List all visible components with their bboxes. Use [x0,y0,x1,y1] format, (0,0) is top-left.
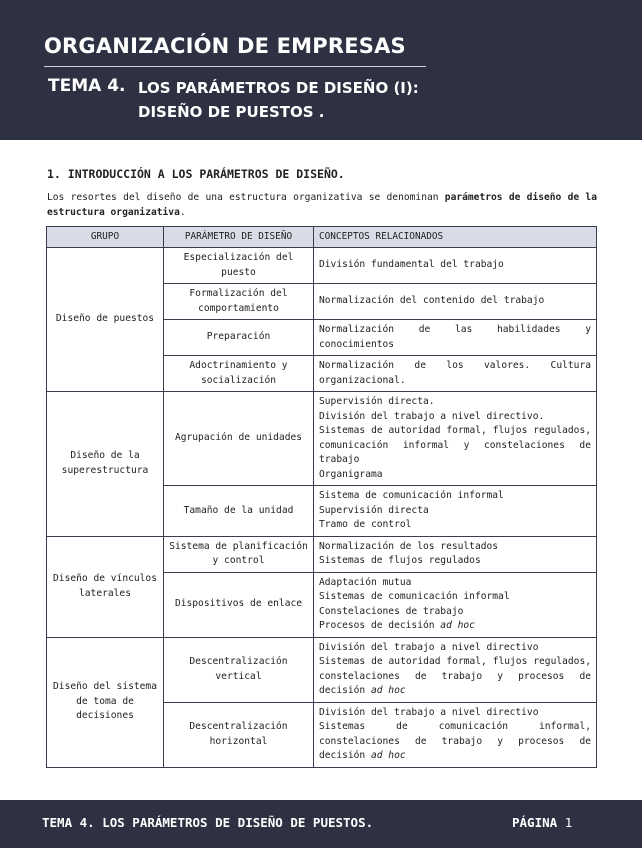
concept-line: Sistemas de autoridad formal, flujos regulados, comunicación informal y constelaciones de trabajo [319,425,591,465]
concept-line: Normalización de los valores. Cultura organizacional. [319,360,591,386]
concept-line: División del trabajo a nivel directivo [319,641,539,653]
concepts-cell [314,284,597,320]
group-cell: Diseño del sistema de toma de decisiones [47,637,164,767]
page-indicator [512,815,572,830]
concepts-cell [314,572,597,637]
concepts-cell [314,392,597,486]
header-group: GRUPO [47,227,164,248]
table-row [47,392,597,486]
table-row [47,637,597,702]
header-parameter: PARÁMETRO DE DISEÑO [164,227,314,248]
parameter-cell: Sistema de planificación y control [164,536,314,572]
concept-line: Procesos de decisión ad hoc [319,620,475,631]
parameter-cell: Tamaño de la unidad [164,486,314,537]
table-row [47,248,597,284]
concept-line: Sistemas de autoridad formal, flujos regulados, constelaciones de trabajo y procesos de decisión ad hoc [319,656,591,696]
concept-line: Normalización de los resultados [319,540,499,552]
concepts-cell [314,248,597,284]
parameter-cell: Dispositivos de enlace [164,572,314,637]
concepts-cell [314,320,597,356]
parameter-cell: Formalización del comportamiento [164,284,314,320]
table-row [47,536,597,572]
parameter-cell: Descentralización vertical [164,637,314,702]
page-label: PÁGINA [512,815,558,830]
concept-line: Organigrama [319,468,383,480]
page-header [0,0,642,140]
concepts-cell [314,486,597,537]
footer-title: TEMA 4. LOS PARÁMETROS DE DISEÑO DE PUESTOS. [42,815,374,830]
group-cell: Diseño de la superestructura [47,392,164,537]
intro-text: Los resortes del diseño de una estructura organizativa se denominan [47,192,445,203]
header-concepts: CONCEPTOS RELACIONADOS [314,227,597,248]
concepts-cell [314,356,597,392]
concept-line: Supervisión directa [319,504,429,516]
concepts-cell [314,536,597,572]
concept-line: Sistemas de flujos regulados [319,555,481,566]
concept-line: Tramo de control [319,519,412,530]
concept-line: División del trabajo a nivel directivo [319,706,539,718]
topic-title [138,76,419,124]
concept-line: Constelaciones de trabajo [319,605,464,617]
topic-title-line-1: LOS PARÁMETROS DE DISEÑO (I): [138,79,419,97]
table-header-row [47,227,597,248]
group-cell: Diseño de vínculos laterales [47,536,164,637]
intro-paragraph [47,190,597,220]
table-body [47,248,597,768]
concept-line: División del trabajo a nivel directivo. [319,410,545,422]
parameter-cell: Agrupación de unidades [164,392,314,486]
course-title: ORGANIZACIÓN DE EMPRESAS [44,34,406,58]
topic-number: TEMA 4. [48,76,126,96]
section-heading: 1. INTRODUCCIÓN A LOS PARÁMETROS DE DISEÑO. [47,167,345,181]
concepts-cell [314,637,597,702]
topic-title-line-2: DISEÑO DE PUESTOS . [138,103,325,121]
concept-line: Normalización del contenido del trabajo [319,295,545,307]
design-parameters-table [46,226,597,768]
parameter-cell: Adoctrinamiento y socialización [164,356,314,392]
concept-line: División fundamental del trabajo [319,259,504,271]
page-number: 1 [564,815,573,830]
page-footer [0,800,642,848]
concept-line: Sistemas de comunicación informal, constelaciones de trabajo y procesos de decisión ad hoc [319,721,591,761]
concept-line: Supervisión directa. [319,396,435,407]
concept-line: Normalización de las habilidades y conocimientos [319,324,591,350]
group-cell: Diseño de puestos [47,248,164,392]
parameter-cell: Descentralización horizontal [164,702,314,767]
intro-bold-term: parámetros de diseño de la estructura organizativa [47,192,597,218]
intro-end: . [179,207,186,218]
parameter-cell: Preparación [164,320,314,356]
parameter-cell: Especialización del puesto [164,248,314,284]
concept-line: Sistemas de comunicación informal [319,591,510,602]
concepts-cell [314,702,597,767]
concept-line: Sistema de comunicación informal [319,490,504,501]
header-divider [44,66,426,67]
concept-line: Adaptación mutua [319,576,412,588]
